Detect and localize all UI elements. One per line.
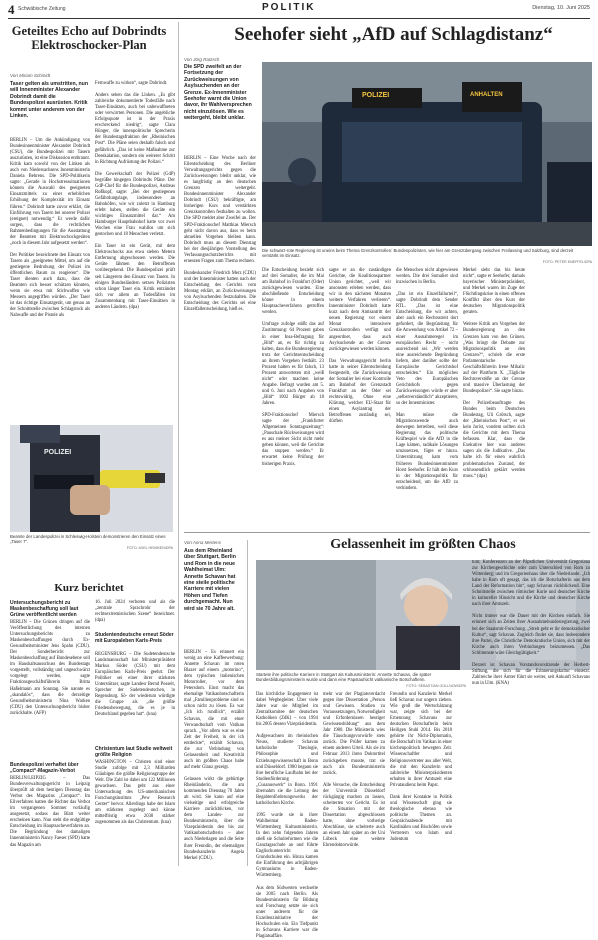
schavan-lead: Aus dem Rheinland über Stuttgart, Berlin und Rom in die neue Wahlheimat Ulm: Annette Schavan hat eine steile politische Karriere mit vielen Höhen und Tiefen durchgemacht. Nun wird sie 70 Jahre alt. — [184, 548, 236, 612]
left-lead: Taser gelten als umstritten, nun will Innenminister Alexander Dobrindt damit die Bundespolizei ausrüsten. Kritik kommt unter anderem von der Linken. — [10, 81, 89, 120]
short-news-item2-title: Bundespolizei verhaftet über „Compact“-Magazin-Verbot — [10, 762, 79, 774]
short-news-item4-title: Studentendeutsche erneut Söder mit Europaleben Karls-Preis — [95, 632, 174, 644]
stop-sign: ANHALTEN — [470, 92, 503, 98]
main-body-col4: die Menschen nicht abgewiesen werden. Die drei Somalier sind inzwischen in Berlin. „Das ist ein Einzelfallurteil“, sagte Dobrindt dem Sender RTL. „Das ist eine Entscheidung, die wir achten, aber auch ein Rechtsstreit dort gefordert, die Begründung für die Anwendung von Artikel 72 – einer Ausnahmeregel im europäischen Recht – nicht ausreichend sei. „Wir werden eine ausreichende Begründung liefern, aber darüber sollte der Europäische Gerichtshof entscheiden.“ Ein mögliches Veto des Europäischen Gerichtshofs gegen Zurückweisungen würde er aber „selbstverständlich“ akzeptieren, so der Innenminister. Man müsse die Migrationswende auch deswegen betreiben, weil diese Regierung das politische Kräftespiel wie die AfD in die Lage kämen, radikale Lösungen umzusetzen, fügte er hinzu. Unterstützung kam vom früheren Bundesinnenminister Horst Seehofer. Er hält den Kurs in der Migrationspolitik für entscheidend, um die AfD zu verhindern. — [396, 268, 458, 491]
column-divider — [178, 22, 179, 866]
schavan-photo-caption: Startete ihre politische Karriere in Stuttgart als Kultusministerin: Annette Schavan, die später Bundesbildungsministerin wurde und dann eine Papstaufsicht vatikanische Botschafterin. — [256, 672, 432, 683]
police-sign: POLIZEI — [362, 92, 390, 99]
short-news-item5-title: Christentum laut Studie weltweit größte Religion — [95, 746, 173, 758]
main-byline: Von Jörg Ratzsch — [184, 57, 220, 62]
short-news-item5-body: WASHINGTON – Christen sind einer Studie zufolge mit 2,3 Milliarden Gläubigen die größte Religionsgruppe der Welt. Die Zahl ist dabei um 122 Millionen gewachsen. Das geht aus einer Untersuchung des US-amerikanischen Forschungsinstituts „Pew Research Center“ hervor. Allerdings habe der Islam am stärksten zugelegt und könne mittelfristig etwa 2030 stärker zugenommen als das Christentum. (kna) — [95, 760, 175, 826]
short-news-item2-body: BERLIN/LEIPZIG – Das Bundesverwaltungsgericht in Leipzig überprüft ab dem heutigen Dienstag das Verbot des Magazins „Compact“. Im Eilverfahren hatten die Richter das Verbot im vergangenen Sommer vorläufig ausgesetzt, sodass das Blatt weiter erscheinen kann. Nun steht die endgültige Entscheidung im Hauptsacheverfahren an. Die Begründung des damaligen Innenministerin Nancy Faeser (SPD) hatte das Magazin am — [10, 776, 90, 848]
taser-photo-illustration — [10, 425, 173, 532]
paper-name: Schwäbische Zeitung — [18, 6, 66, 12]
schavan-body-col3: mehr war der Plagiatsverdacht gegen ihre Dissertation „Person und Gewissen. Studien zu Voraussetzungen, Notwendigkeit und Erfordernissen heutiger Gewissensbildung“ aus dem Jahr 1980. Die Ministerin wies die Täuschungsvorwürfe stets zurück. Die Prüfer kamen zu einem anderen Urteil. Als sie im Februar 2013 ihren Doktortitel zurückgeben musste, trat sie auch als Bundesministerin zurück. Alle Versuche, die Entscheidung der Universität Düsseldorf rückgängig machen zu lassen, scheiterten vor Gericht. Es ist die Situation mit der Dissertation abgeschlossen hatte, ohne vorherige Abschlüsse, sie scheiterte auch an einem Jahr später an der Uni Lübeck eine weitere Ehrendoktorwürde. — [323, 692, 385, 849]
taser-photo-caption: Beamte der Landespolizei in Schleswig-Holstein demonstrieren den Einsatz eines „Taser 7“. — [10, 534, 166, 545]
main-body-col2: Die Entscheidung bezieht sich auf drei Somalier, die im Mai am Bahnhof in Frankfurt (Oder) zurückgewiesen wurden. Eine abschließende Entscheidung könne in einem Hauptsacheverfahren getroffen werden. Umfrage zufolge stößt das auf Zustimmung: 64 Prozent gaben in einer Insa-Befragung für „Bild“ an, es für richtig zu halten, dass die Bundesregierung trotz der Gerichtsentscheidung an ihrem Vorgehen festhält. 23 Prozent halten es für falsch, 13 Prozent antworteten mit „weiß nicht“ oder machten keine Angabe. Befragt wurden am 5. und 6. Juni nach Angaben von „Bild“ 1002 Bürger ab 18 Jahren. SPD-Fraktionschef Miersch sagte der „Frankfurter Allgemeinen Sonntagszeitung“: „Pauschale Rückweisungen wird es aus meiner Sicht nicht mehr geben können, weil die Gerichte das stoppen werden.“ Er erwartet keine Prüfung der bisherigen Praxis. — [262, 268, 324, 467]
border-control-photo — [262, 62, 592, 246]
main-body-col5: Merkel sieht das bis heute nicht“, sagte er Seehofer, damals bayerischer Ministerpräsident, und Merkel waren im Zuge der Flüchtlingskrise in einen offenen Konflikt über den Kurs der deutschen Migrationspolitik geraten. Weitere Kritik am Vorgehen der Bundesregierung an den Grenzen kam von den Grünen. „Was bringt die Debatte zur Migrationspolitik an den Grenzen?“, schrieb die erste Parlamentarische Geschäftsführerin Irene Mihalic auf der Plattform X. „Tägliche Rechtsverstöße an der Grenze und massive Überlastung der Bundespolizei“. Sie sagte hinzu. Der Polizeibeauftragte des Bundes beim Deutschen Bundestag, Uli Grötsch, sagte der „Rheinischen Post“, er sei kein Jurist, vondem sollten sich die Gerichte mit dem Thema befassen. Klar, dass die Exekutive hier was anderes sagen als die Judikative. „Das halte ich für einen wahrlich problematischen Zustand, der schlussendlich geklärt werden muss.“ (dpa) — [463, 268, 525, 479]
short-news-headline: Kurz berichtet — [54, 582, 124, 594]
schavan-body-col5: tum; Konferenzen an der Päpstlichen Universität Gregoriana zur Kirchengeschichte oder zum Unterschied von Rom zu Wittenberg; und im Gregorienhaus über die Niederlande. „Ich habe in Rom oft gesagt, das ich die Botschafterin aus dem Land der Reformation bin“, sagt Schavan rückblickend. Eine Schnittstelle zwischen römischer Kurie und deutscher Kirche in kultureller Hinsicht und die Kirche und deutscher Kirche nach ihrer Amtszeit. Nicht immer war die Dauer mit der Kirchen einfach. Sie erinnert sich an Zeiten ihrer Ausnahmebundesregierung, zwei bei der Staatsmit-Forschung. „Streit geht er ihr demokratischer Kultur“, sagt Schavan. Zugleich findet sie, dass insbesondere ihre Partei, die Christliche Demokratische Union, sich mit der Kirche auch ihren Verbindungen beizumessen. „Das Schlimmste wäre Gleichgültigkeit.“ Derzeit ist Schavan Vorstandsvorsitzende der Herbert-Stiftung, die sich für die Erinnerungskultur einsetzt. Zahlreiche ihrer Ämter führt sie weiter, seit Ankunft Schavans nun in Ulm. (KNA) — [472, 560, 590, 686]
column-divider — [247, 540, 248, 866]
short-news-item1-body: BERLIN – Die Grünen dringen auf die Veröffentlichung des internen Untersuchungsberichts zu Maskenbeschaffungen durch Ex-Gesundheitsminister Jens Spahn (CDU). Der Sonderbericht zur Maskenbeschaffung auf Bundesebene soll im Haushaltsausschuss des Bundestags vorgestellt, vollständig und ungeschwärzt vorgelegt werden, sagte Fraktionsgeschäftsführerin Britta Haßelmann am Sonntag. Sie nannte es „skandalös“, dass die derzeitige Gesundheitsministerin Nina Warken (CDU) den Untersuchungsbericht bisher zurückhalte. (AFP) — [10, 620, 90, 716]
issue-date: Dienstag, 10. Juni 2025 — [532, 5, 590, 11]
short-news-item4-body: REGENSBURG – Die Sudetendeutsche Landsmannschaft hat Ministerpräsident Markus Söder (CSU) mit dem Europäischen Karls-Preis geehrt. Der Politiker sei einer ihrer stärksten Unterstützer, sagte Landesr Bernd Posselt, Sprecher der Sudetendeutschen, in Regensburg. Sö- der wiederum würdigte die Gruppe als „die größte Friedensbewegung, die es je in Deutschland gegeben hat“. (kna) — [95, 652, 175, 718]
schavan-body-col2: Das kirchliche Engagement ist dabei Wegbegleiter. Über viele Jahre war sie Mitglied im Zentralkomitee der deutschen Katholiken (ZdK) – von 1994 bis 2005 dessen Vizepräsidentin. Aufgewachsen im rheinischen Neuss, studierte Schavan katholische Theologie, Philosophie und Erziehungswissenschaft in Bonn und Düsseldorf. 1980 begann sie ihre berufliche Laufbahn bei der Studienförderung „Cusanuswerk“ in Bonn. 1991 übernahm sie die Leitung des Begabtenförderungswerks der katholischen Kirche. 1995 wurde sie in ihrer Wahlheimat Baden-Württemberg Kultusministerin. In den zehn folgenden Jahren stieß sie Schulreformen wie die Ganztagsschule an und führte Englischunterricht an Grundschulen ein. Hinzu kamen die Einführung des achtjährigen Gymnasiums in Baden-Württemberg. Aus dem Südwesten wechselte sie 2005 nach Berlin. Als Bundesministerin für Bildung und Forschung setzte sie sich unter anderem für die Exzellenzinitiative der Hochschulen ein. Ein Tiefpunkt in Schavans Karriere war die Plagiatsaffäre. — [256, 692, 318, 939]
main-lead: Die SPD zweifelt an der Fortsetzung der Zurückweisungen von Asylsuchenden an der Grenze. Ex-Innenminister Seehofer warnt die Union davor, ihr Wahlversprechen nicht einzulösen. Wie es weitergeht, bleibt unklar. — [184, 64, 252, 122]
border-control-photo-illustration — [262, 62, 592, 246]
page-number: 4 — [8, 2, 15, 17]
left-body-col1: BERLIN – Um die Ankündigung von Bundesinnenminister Alexander Dobrindt (CSU), die Bundespolizei mit Tasern auszurüsten, ist eine Diskussion entbrannt. Kritik kam sowohl von der Linken als auch von Niedersachsens Innenministerin Daniela Behrens. Die SPD-Politikerin sagte: „Gerade in Hochstresssituationen können die Auswahl des geeigneten Einsatzmittels zu einer erheblichen Erhöhung der Komplexität im Einsatz führen.“ Dobrindt hatte zuvor erklärt, die Einführung von Tasern bei unserer Polizei (ereignet) notwendig.“ Er werde dafür sorgen, dass die rechtlichen Rahmenbedingungen für die Ausstattung der Beamten mit Elektroschockgeräten „noch in diesem Jahr aufgesetzt werden“. Der Politiker bezeichnete den Einsatz von Tasern als „geeignetes Mittel, um auf die gestiegene Bedrohung der Polizei im öffentlichen Raum zu reagieren“. Die Taser dienten auch dazu, dass die Beamten sich besser schützen könnten, wenn sie etwa mit Stichwaffen wie Messern angegriffen würden. „Der Taser ist das richtige Einsatzgerät, um genau an der Schnittstelle zwischen Schlagstock als Nahwaffe und der Pistole als — [10, 138, 90, 319]
border-photo-credit: FOTO: PETER KNEFFEL/DPA — [542, 260, 592, 264]
taser-photo — [10, 425, 173, 532]
short-news-item1-title: Untersuchungsbericht zu Maskenbeschaffung soll laut Grüne veröffentlicht werden — [10, 600, 79, 618]
section-title: POLITIK — [262, 2, 316, 13]
schavan-photo-credit: FOTO: SEBASTIAN GOLLNOW/DPA — [406, 684, 466, 688]
schavan-headline: Gelassenheit im größten Chaos — [330, 537, 516, 552]
left-byline: Von Miriam Schmidt — [10, 73, 51, 78]
schavan-body-col1: BERLIN – Es erinnert ein wenig an eine Kaffeewerbung: Annette Schavan im roten Blazer auf einem „motorino“, dem typischen italienischen Motorroller, vor dem Petersdom. Einst macht das ehemalige Vatikanbotschafterin mal „Familienprobleme sind es schon nicht zu lösen. Es war „Ich ich rundlich“, erzählt Schavan, die mit einer Verwandtschaft vom Vatikan sprach. „Vor allem war es eine Zeit der Freiheit, in der ich entdeckte“, erzählt Schavan, die zur Verbindung von Gelassenheit und Kreativität auch im größten Chaos habe auf mehr Glanz gezeigt. Gelassen wirkt die gebürtige Rheinländerin, die am kommenden Dienstag 70 Jahre alt wird. Sie kann auf eine vielseitige und erfolgreiche Karriere zurückblicken, vor dem Landes- zur Bundesministerin, über die Vizepräsidentin den bis zur Vatikanbotschafterin – aber auch Niederlagen und die Seite ihrer Freundin, der ehemaligen Bundeskanzlerin Angela Merkel (CDU). — [184, 650, 244, 861]
schavan-body-col4: Freundin und Kanzlerin Merkel ließ Schavan nur ungern ziehen. Wie groß die Wertschätzung war, zeigte sich bei der Ernennung Schavans zur deutschen Botschafterin beim Heiligen Stuhl 2014. Bis 2018 gehörte ihr Nicht-Diplomatin, die Botschaft im Vatikan in einer kirchenpolitisch bewegten Zeit. Wissenschaftler und Religionsvertreter aus aller Welt, die mit den Kanzlerin und zahlreiche Ministerpräsidenten erhalten in ihrer Amtszeit eine Privataudienz beim Papst. Dank ihrer Kontakte in Politik und Wissenschaft ging sie theologische ebenso wie politische Themen an. Gesprächsabende mit Kardinälen und Bischöfen sowie Vertretern von Islam und Judentum — [390, 692, 452, 843]
main-headline: Seehofer sieht „AfD auf Schlagdistanz“ — [234, 24, 553, 45]
left-body-col2: Fernwaffe zu wirken“, sagte Dobrindt. Anders sehen das die Linken. „Es gibt zahlreiche dokumentierte Todesfälle nach Taser-Einsätzen, auch bei unbewaffneten oder verwirrten Personen. Die angebliche Erfolgsquote ist in der Praxis erschreckend niedrig“, sagte Clara Bünger, die innenpolitische Sprecherin der Bundestagsfraktion der „Rheinischen Post“. Die Pläne seien deshalb falsch und gefährlich. „Das ist keine Maßnahme zur Deeskalation, sondern ein weiterer Schritt in Richtung Aufrüstung der Polizei.“ Die Gewerkschaft der Polizei (GdP) begrüßte hingegen Dobrindts Pläne. Der GdP-Chef für die Bundespolizei, Andreas Roßkopf, sagte: „Bei der gestiegenen Gefährdungslage, insbesondere an Bahnhöfen, wie wir zuletzt in Hamburg erlebt haben, stellen die Geräte ein wichtiges Einsatzmittel dar.“ Am Hamburger Hauptbahnhof hatte vor zwei Wochen eine Frau wahllos um sich gestochen und 18 Menschen verletzt. Ein Taser ist ein Gerät, mit dem Elektroschocks aus etwa sieben Metern Entfernung abgeschossen werden. Die Geräte lähmen den Betroffenen vorübergehend. Die Bundespolizei prüft seit Längerem den Einsatz von Tasern. In einigen Bundesländern setzen Polizisten schon länger Taser ein. Kritik entzündet sich vor allem an Todesfällen im Zusammenhang mit Taser-Einsätzen in anderen Ländern. (dpa) — [95, 81, 175, 310]
section-rule — [184, 532, 590, 533]
police-label: POLIZEI — [44, 449, 72, 456]
left-headline: Geteiltes Echo auf Dobrindts Elektroschocker-Plan — [11, 24, 167, 52]
border-photo-caption: Die schwarz-rote Regierung ist uneins beim Thema Grenzkontrollen: Bundespolizisten, wie hier am Grenzübergang zwischen Freilassing und Salzburg, sind derzeit verstärkt im Einsatz. — [262, 248, 574, 259]
header-rule — [8, 18, 590, 19]
short-news-item3-body: 16. Juli 2024 verboten und als die „zentrale Sprachrohr der rechtsextremistischen Szene“ bezeichnet. (dpa) — [95, 600, 175, 624]
taser-photo-credit: FOTO: AXEL HEIMKEN/DPA — [126, 546, 173, 550]
main-body-col3: sagte er an die zuständigen Gerichte, die Koalitionspartner Union gerichtet, „weil wir ansonsten erleben werden, dass wir in den nächsten Monaten weitere Verfahren verlieren“. Innenminister Dobrindt hatte kurz nach dem Amtsantritt der neuen Regierung vor einem Monat intensivere Grenzkontrollen verfügt und angeordnet, dass auch Asylsuchende an der Grenze zurückgewiesen werden können. Das Verwaltungsgericht berlin hatte in seiner Eilentscheidung festgestellt, die Zurückweisung der Somalier bei einer Kontrolle am Bahnhof der Grenzstadt Frankfurt an der Oder sei rechtswidrig. Ohne eine Klärung, welcher EU-Staat für einen Asylantrag der Betroffenen zuständig sei, dürften — [329, 268, 391, 425]
main-body-col1: BERLIN – Eine Woche nach der Eilentscheidung des Berliner Verwaltungsgerichts gegen die Zurückweisungen bleibt unklar, wie es langfristig an den deutschen Grenzen weitergeht. Bundesinnenminister Alexander Dobrindt (CSU) bekräftigte, am bisherigen Kurs und verstärkten Grenzkontrollen festhalten zu wollen. Die SPD meldet aber Zweifel an. Der SPD-Fraktionschef Matthias Miersch geht nicht davon aus, dass es beim aktuellen Vorgehen bleiben kann. Dobrindt muss an diesem Dienstag bei der diesjährigen Vorstellung des Verfassungsschutzberichts mit erneuten Fragen zum Thema rechnen. Bundeskanzler Friedrich Merz (CDU) und der Innenminister hatten nach der Entscheidung des Gerichts vom Montag erklärt, an Zurückweisungen von Asylsuchenden festzuhalten. Die Entscheidung des Gerichts sei eine Einzelfallentscheidung, hieß es. — [184, 156, 256, 313]
schavan-byline: Von Anna Mertens — [184, 540, 221, 545]
